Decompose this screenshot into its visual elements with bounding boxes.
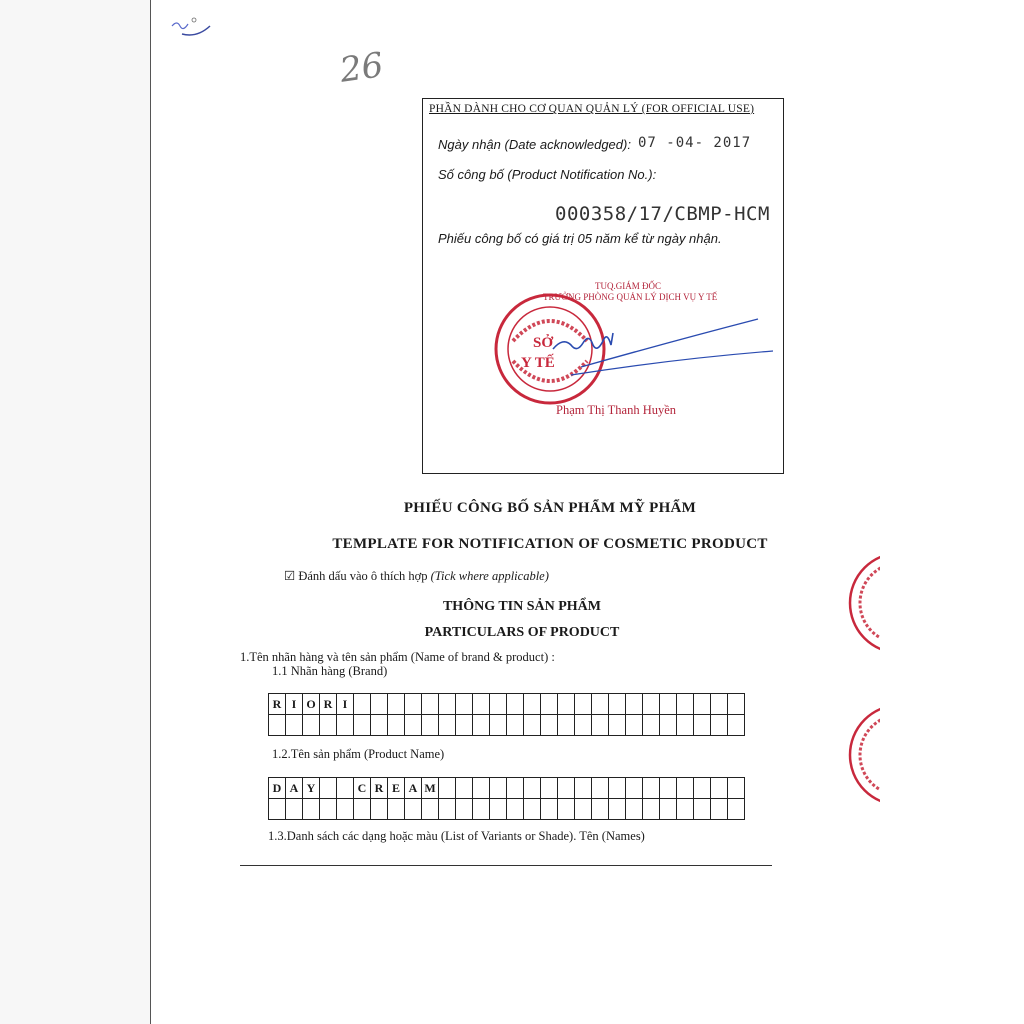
grid-cell: C (354, 778, 371, 799)
grid-cell (490, 694, 507, 715)
grid-cell (609, 799, 626, 820)
grid-cell (490, 778, 507, 799)
grid-cell (711, 694, 728, 715)
product-name-grid (268, 777, 745, 820)
grid-cell (507, 715, 524, 736)
grid-cell (405, 694, 422, 715)
variants-entry-line (240, 865, 772, 866)
tick-instruction (284, 568, 549, 584)
grid-cell (320, 799, 337, 820)
grid-cell (592, 778, 609, 799)
grid-cell: I (337, 694, 354, 715)
grid-cell (643, 799, 660, 820)
grid-cell (473, 694, 490, 715)
grid-cell (694, 778, 711, 799)
grid-cell (524, 778, 541, 799)
section-title-english: PARTICULARS OF PRODUCT (424, 625, 620, 640)
grid-cell (371, 694, 388, 715)
svg-text:Y TẾ: Y TẾ (521, 355, 555, 371)
signer-title-line-1: TUQ.GIÁM ĐỐC (595, 281, 661, 291)
grid-cell (405, 715, 422, 736)
grid-cell (456, 715, 473, 736)
grid-cell (575, 715, 592, 736)
grid-cell (677, 778, 694, 799)
grid-cell (728, 715, 745, 736)
grid-cell (354, 799, 371, 820)
grid-cell (711, 778, 728, 799)
grid-cell (456, 694, 473, 715)
grid-cell: D (269, 778, 286, 799)
grid-cell (558, 778, 575, 799)
grid-cell (320, 778, 337, 799)
official-stamp-icon (496, 295, 604, 403)
grid-cell (609, 715, 626, 736)
tick-instruction-english: (Tick where applicable) (430, 569, 549, 583)
grid-cell (507, 799, 524, 820)
grid-cell (643, 715, 660, 736)
grid-row (269, 799, 745, 820)
tick-instruction-label: Đánh dấu vào ô thích hợp (298, 569, 428, 583)
grid-cell (473, 778, 490, 799)
grid-cell (490, 799, 507, 820)
grid-cell (388, 715, 405, 736)
grid-cell (473, 715, 490, 736)
grid-cell (388, 694, 405, 715)
grid-cell (269, 799, 286, 820)
grid-cell (422, 694, 439, 715)
date-acknowledged-label: Ngày nhận (Date acknowledged): (438, 137, 631, 152)
grid-cell: R (371, 778, 388, 799)
grid-cell: O (303, 694, 320, 715)
question-1-2-label: 1.2.Tên sản phẩm (Product Name) (272, 747, 445, 761)
grid-cell (626, 778, 643, 799)
grid-cell (728, 799, 745, 820)
grid-row (269, 715, 745, 736)
checkbox-checked-icon: ☑ (284, 569, 296, 583)
grid-cell (694, 799, 711, 820)
grid-cell (592, 799, 609, 820)
signer-title-line-2: TRƯỞNG PHÒNG QUẢN LÝ DỊCH VỤ Y TẾ (543, 292, 718, 302)
grid-cell (405, 799, 422, 820)
side-stamp-icon (840, 700, 880, 810)
grid-cell (473, 799, 490, 820)
grid-cell (728, 694, 745, 715)
grid-cell (490, 715, 507, 736)
grid-cell (660, 715, 677, 736)
grid-cell (558, 694, 575, 715)
grid-row (269, 778, 745, 799)
grid-cell (728, 778, 745, 799)
grid-cell: E (388, 778, 405, 799)
grid-cell (354, 694, 371, 715)
grid-cell (677, 799, 694, 820)
grid-cell (303, 799, 320, 820)
grid-cell (507, 694, 524, 715)
grid-cell (371, 799, 388, 820)
grid-cell (541, 715, 558, 736)
grid-cell (626, 694, 643, 715)
grid-cell (609, 778, 626, 799)
grid-cell (337, 715, 354, 736)
grid-cell (711, 715, 728, 736)
grid-cell (660, 778, 677, 799)
grid-cell: M (422, 778, 439, 799)
grid-cell (524, 694, 541, 715)
question-1-1-label: 1.1 Nhãn hàng (Brand) (272, 664, 388, 678)
validity-note: Phiếu công bố có giá trị 05 năm kể từ ngày nhận. (438, 231, 722, 246)
grid-cell (456, 799, 473, 820)
question-1-3-label: 1.3.Danh sách các dạng hoặc màu (List of Variants or Shade). Tên (Names) (268, 829, 645, 843)
grid-cell: A (286, 778, 303, 799)
grid-cell (524, 715, 541, 736)
grid-cell (558, 715, 575, 736)
corner-scribble-icon (162, 6, 222, 46)
grid-cell (303, 715, 320, 736)
signer-name: Phạm Thị Thanh Huyền (556, 403, 677, 417)
official-use-header: PHẦN DÀNH CHO CƠ QUAN QUẢN LÝ (FOR OFFICIAL USE) (429, 103, 755, 115)
question-1-label: 1.Tên nhãn hàng và tên sản phẩm (Name of brand & product) : (240, 650, 555, 664)
grid-cell (320, 715, 337, 736)
svg-text:SỞ: SỞ (533, 335, 554, 351)
grid-cell (626, 715, 643, 736)
grid-cell (456, 778, 473, 799)
grid-cell (694, 694, 711, 715)
grid-cell (660, 799, 677, 820)
brand-grid (268, 693, 745, 736)
grid-cell (575, 799, 592, 820)
grid-cell (575, 778, 592, 799)
grid-cell (371, 715, 388, 736)
grid-cell (337, 799, 354, 820)
grid-cell (677, 694, 694, 715)
grid-cell (541, 694, 558, 715)
grid-cell (626, 799, 643, 820)
section-title-vietnamese: THÔNG TIN SẢN PHẨM (442, 599, 602, 614)
grid-cell (609, 694, 626, 715)
grid-cell (286, 715, 303, 736)
notification-number-value: 000358/17/CBMP-HCM (555, 203, 770, 225)
grid-cell: R (320, 694, 337, 715)
grid-cell (439, 694, 456, 715)
grid-cell (575, 694, 592, 715)
grid-cell (677, 715, 694, 736)
grid-cell (422, 715, 439, 736)
grid-cell (388, 799, 405, 820)
grid-cell (558, 799, 575, 820)
handwritten-page-number: 26 (337, 45, 386, 91)
grid-row (269, 694, 745, 715)
date-acknowledged-value: 07 -04- 2017 (638, 135, 752, 151)
grid-cell (337, 778, 354, 799)
notification-number-label: Số công bố (Product Notification No.): (438, 167, 657, 182)
grid-cell: A (405, 778, 422, 799)
form-title-vietnamese: PHIẾU CÔNG BỐ SẢN PHẨM MỸ PHẨM (403, 500, 697, 516)
grid-cell (592, 694, 609, 715)
form-title-english: TEMPLATE FOR NOTIFICATION OF COSMETIC PRODUCT (332, 536, 768, 552)
grid-cell (507, 778, 524, 799)
grid-cell: Y (303, 778, 320, 799)
grid-cell (541, 799, 558, 820)
grid-cell (711, 799, 728, 820)
side-stamp-icon (840, 548, 880, 658)
grid-cell (269, 715, 286, 736)
grid-cell (439, 799, 456, 820)
grid-cell (422, 799, 439, 820)
grid-cell (354, 715, 371, 736)
grid-cell (439, 778, 456, 799)
grid-cell (439, 715, 456, 736)
official-use-box (422, 98, 784, 474)
grid-cell: I (286, 694, 303, 715)
grid-cell (643, 778, 660, 799)
grid-cell (660, 694, 677, 715)
grid-cell (541, 778, 558, 799)
grid-cell (286, 799, 303, 820)
grid-cell (592, 715, 609, 736)
grid-cell (694, 715, 711, 736)
grid-cell (524, 799, 541, 820)
grid-cell: R (269, 694, 286, 715)
grid-cell (643, 694, 660, 715)
